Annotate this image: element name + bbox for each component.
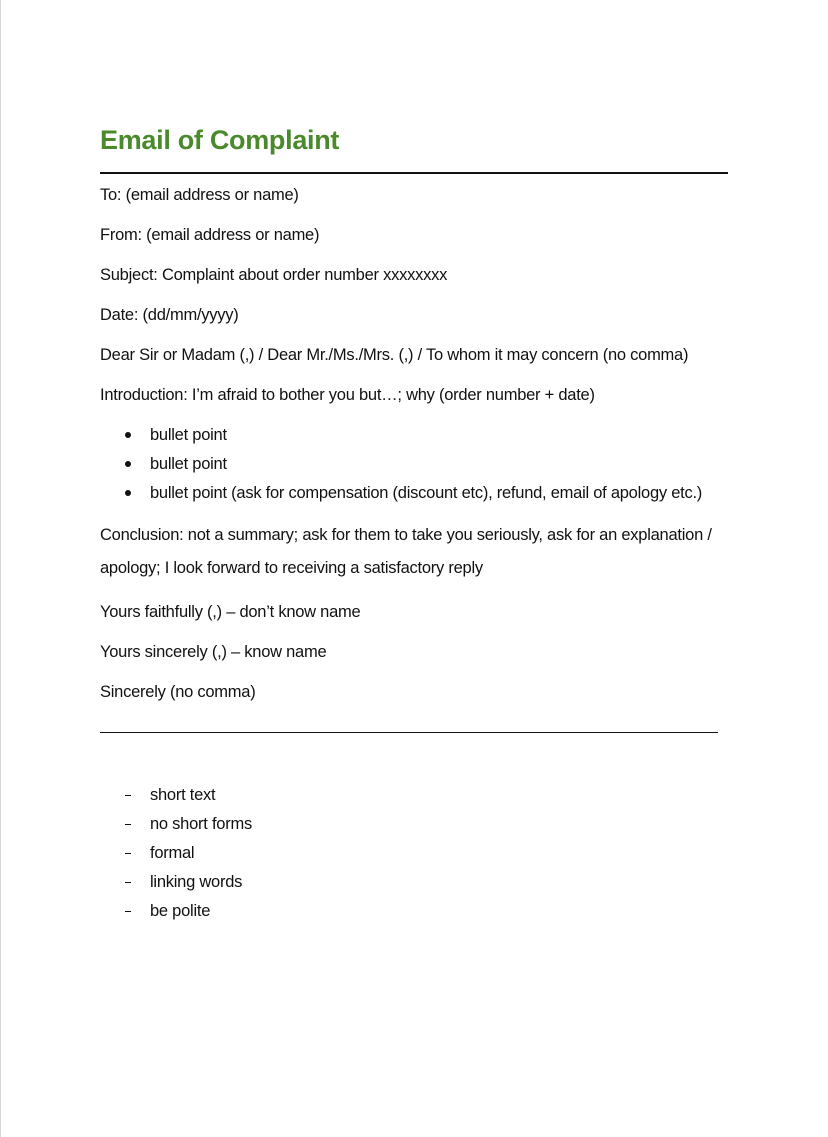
to-line: To: (email address or name) [100, 186, 299, 204]
list-item [100, 425, 728, 445]
bullet-list [100, 425, 728, 503]
list-item-text: bullet point [150, 455, 227, 473]
introduction-line: Introduction: I’m afraid to bother you but…; why (order number + date) [100, 386, 595, 404]
list-item-text: short text [150, 785, 216, 804]
list-item [100, 872, 728, 892]
list-item-text: linking words [150, 872, 243, 891]
page-title: Email of Complaint [100, 125, 340, 155]
list-item [100, 814, 728, 834]
subject-line: Subject: Complaint about order number xxxxxxxx [100, 266, 448, 284]
date-line: Date: (dd/mm/yyyy) [100, 306, 239, 324]
closing-sincerely-no-comma: Sincerely (no comma) [100, 682, 256, 701]
section-divider [100, 732, 718, 733]
tips-list [100, 785, 728, 921]
bullet-icon [125, 461, 131, 467]
dash-icon [125, 882, 131, 883]
list-item-text: bullet point (ask for compensation (discount etc), refund, email of apology etc.) [150, 484, 703, 502]
bullet-icon [125, 490, 131, 496]
list-item-text: formal [150, 843, 195, 862]
title-divider [100, 172, 728, 174]
list-item [100, 454, 728, 474]
closing-sincerely: Yours sincerely (,) – know name [100, 642, 327, 661]
list-item-text: be polite [150, 901, 211, 920]
list-item-text: bullet point [150, 426, 227, 444]
dash-icon [125, 795, 131, 796]
bullet-icon [125, 432, 131, 438]
list-item-text: no short forms [150, 814, 252, 833]
list-item [100, 843, 728, 863]
dash-icon [125, 911, 131, 912]
closing-faithfully: Yours faithfully (,) – don’t know name [100, 602, 361, 621]
list-item [100, 785, 728, 805]
dash-icon [125, 824, 131, 825]
list-item [100, 901, 728, 921]
document-page [100, 124, 728, 930]
salutation-line: Dear Sir or Madam (,) / Dear Mr./Ms./Mrs. (,) / To whom it may concern (no comma) [100, 346, 689, 364]
dash-icon [125, 853, 131, 854]
list-item [100, 483, 728, 503]
page-edge [0, 0, 1, 1137]
conclusion-paragraph: Conclusion: not a summary; ask for them to take you seriously, ask for an explanation / apology; I look forward to receiving a satisfactory reply [100, 526, 712, 577]
from-line: From: (email address or name) [100, 226, 320, 244]
